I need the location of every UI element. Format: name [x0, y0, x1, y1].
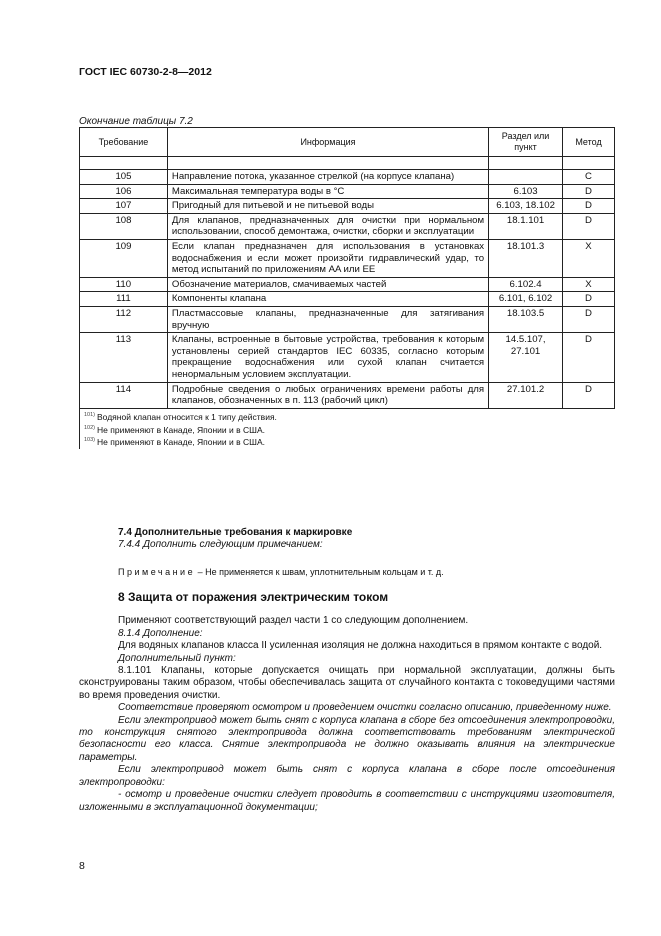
requirement-cell: 107 [80, 199, 168, 214]
section-cell: 18.101.3 [489, 239, 563, 277]
information-cell: Если клапан предназначен для использования в установках водоснабжения и если может произойти гидравлический удар, то метод испытаний по приложениям AA или EE [167, 239, 488, 277]
footnote-text: Не применяют в Канаде, Японии и в США. [97, 437, 265, 448]
table-row [80, 184, 615, 199]
section-cell: 18.1.101 [489, 213, 563, 239]
footnote [84, 435, 610, 448]
section-cell: 6.103, 18.102 [489, 199, 563, 214]
requirement-cell: 114 [80, 382, 168, 408]
footnote-text: Водяной клапан относится к 1 типу действия. [97, 411, 277, 422]
table-row [80, 382, 615, 408]
footnote [84, 423, 610, 436]
table-notes-row [80, 408, 615, 449]
col-header-information: Информация [167, 128, 488, 157]
information-cell: Максимальная температура воды в °C [167, 184, 488, 199]
section-7-4-4: 7.4.4 Дополнить следующим примечанием: [118, 539, 323, 551]
note-text: – Не применяется к швам, уплотнительным кольцам и т. д. [195, 566, 444, 577]
method-cell: D [563, 184, 615, 199]
document-header: ГОСТ IEC 60730-2-8—2012 [79, 66, 212, 78]
table-row [80, 277, 615, 292]
col-header-section: Раздел или пункт [489, 128, 563, 157]
method-cell: D [563, 199, 615, 214]
table-spacer-row [80, 157, 615, 170]
footnote [84, 410, 610, 423]
method-cell: D [563, 292, 615, 307]
table-row [80, 333, 615, 382]
section-8-para-1: Применяют соответствующий раздел части 1 со следующим дополнением. [118, 615, 469, 627]
page-number: 8 [79, 860, 85, 872]
method-cell: X [563, 239, 615, 277]
footnote-mark: 102) [84, 424, 96, 431]
table-footnotes [80, 408, 615, 449]
table-row [80, 170, 615, 185]
section-8-para-8: Если электропривод может быть снят с корпуса клапана в сборе после отсоединения электропроводки: [79, 764, 615, 788]
section-8-para-4: Дополнительный пункт: [118, 652, 236, 664]
section-8 [79, 591, 615, 814]
section-cell: 6.101, 6.102 [489, 292, 563, 307]
requirement-cell: 111 [80, 292, 168, 307]
requirement-cell: 109 [80, 239, 168, 277]
section-8-para-9: - осмотр и проведение очистки следует проводить в соответствии с инструкциями изготовителя, изложенными в эксплуатационной документации; [79, 789, 615, 813]
requirements-table [79, 127, 615, 450]
method-cell: C [563, 170, 615, 185]
method-cell: D [563, 382, 615, 408]
table-row [80, 199, 615, 214]
table-row [80, 239, 615, 277]
requirement-cell: 110 [80, 277, 168, 292]
note-label: Примечание [118, 566, 196, 577]
information-cell: Клапаны, встроенные в бытовые устройства, требования к которым установлены серией стандартов IEC 60335, согласно которым прекращение водоснабжения или сухой клапан считается ненормальным условием эксплуатации. [167, 333, 488, 382]
requirement-cell: 112 [80, 306, 168, 332]
table-row [80, 213, 615, 239]
section-8-1-4: 8.1.4 Дополнение: [118, 627, 203, 639]
section-cell: 14.5.107, 27.101 [489, 333, 563, 382]
table-row [80, 306, 615, 332]
information-cell: Направление потока, указанное стрелкой (на корпусе клапана) [167, 170, 488, 185]
method-cell: X [563, 277, 615, 292]
information-cell: Обозначение материалов, смачиваемых частей [167, 277, 488, 292]
requirement-cell: 106 [80, 184, 168, 199]
section-8-1-101: 8.1.101 Клапаны, которые допускается очищать при нормальной эксплуатации, должны быть сконструированы таким образом, чтобы обеспечивалась защита от случайного контакта с токоведущими частями во время проведения очистки. [79, 665, 615, 701]
section-cell: 6.102.4 [489, 277, 563, 292]
col-header-method: Метод [563, 128, 615, 157]
method-cell: D [563, 213, 615, 239]
section-8-title: 8 Защита от поражения электрическим током [118, 590, 389, 604]
section-8-para-7: Если электропривод может быть снят с корпуса клапана в сборе без отсоединения электропроводки, то конструкция снятого электропривода должна соответствовать требованиям электрической безопасности его класса. Снятие электропривода не должно оказывать влияния на электрические параметры. [79, 714, 615, 763]
information-cell: Пластмассовые клапаны, предназначенные для затягивания вручную [167, 306, 488, 332]
requirement-cell: 105 [80, 170, 168, 185]
table-caption: Окончание таблицы 7.2 [79, 116, 193, 127]
information-cell: Для клапанов, предназначенных для очистки при нормальном использовании, способ демонтажа, очистки, сборки и эксплуатации [167, 213, 488, 239]
section-8-para-3: Для водяных клапанов класса II усиленная изоляция не должна находиться в прямом контакте с водой. [118, 640, 603, 652]
section-cell: 6.103 [489, 184, 563, 199]
information-cell: Подробные сведения о любых ограничениях времени работы для клапанов, обозначенных в п. 113 (рабочий цикл) [167, 382, 488, 408]
section-cell [489, 170, 563, 185]
section-7-4-title: 7.4 Дополнительные требования к маркировке [118, 527, 353, 538]
information-cell: Пригодный для питьевой и не питьевой воды [167, 199, 488, 214]
footnote-mark: 101) [84, 411, 96, 418]
method-cell: D [563, 333, 615, 382]
section-cell: 27.101.2 [489, 382, 563, 408]
requirement-cell: 113 [80, 333, 168, 382]
table-header-row [80, 128, 615, 157]
table-row [80, 292, 615, 307]
section-cell: 18.103.5 [489, 306, 563, 332]
col-header-requirement: Требование [80, 128, 168, 157]
section-7-4 [79, 527, 615, 578]
section-8-para-6: Соответствие проверяют осмотром и проведением очистки согласно описанию, приведенному ниже. [118, 702, 612, 714]
footnote-text: Не применяют в Канаде, Японии и в США. [97, 424, 265, 435]
footnote-mark: 103) [84, 437, 96, 444]
information-cell: Компоненты клапана [167, 292, 488, 307]
marking-note [79, 566, 615, 578]
requirement-cell: 108 [80, 213, 168, 239]
method-cell: D [563, 306, 615, 332]
